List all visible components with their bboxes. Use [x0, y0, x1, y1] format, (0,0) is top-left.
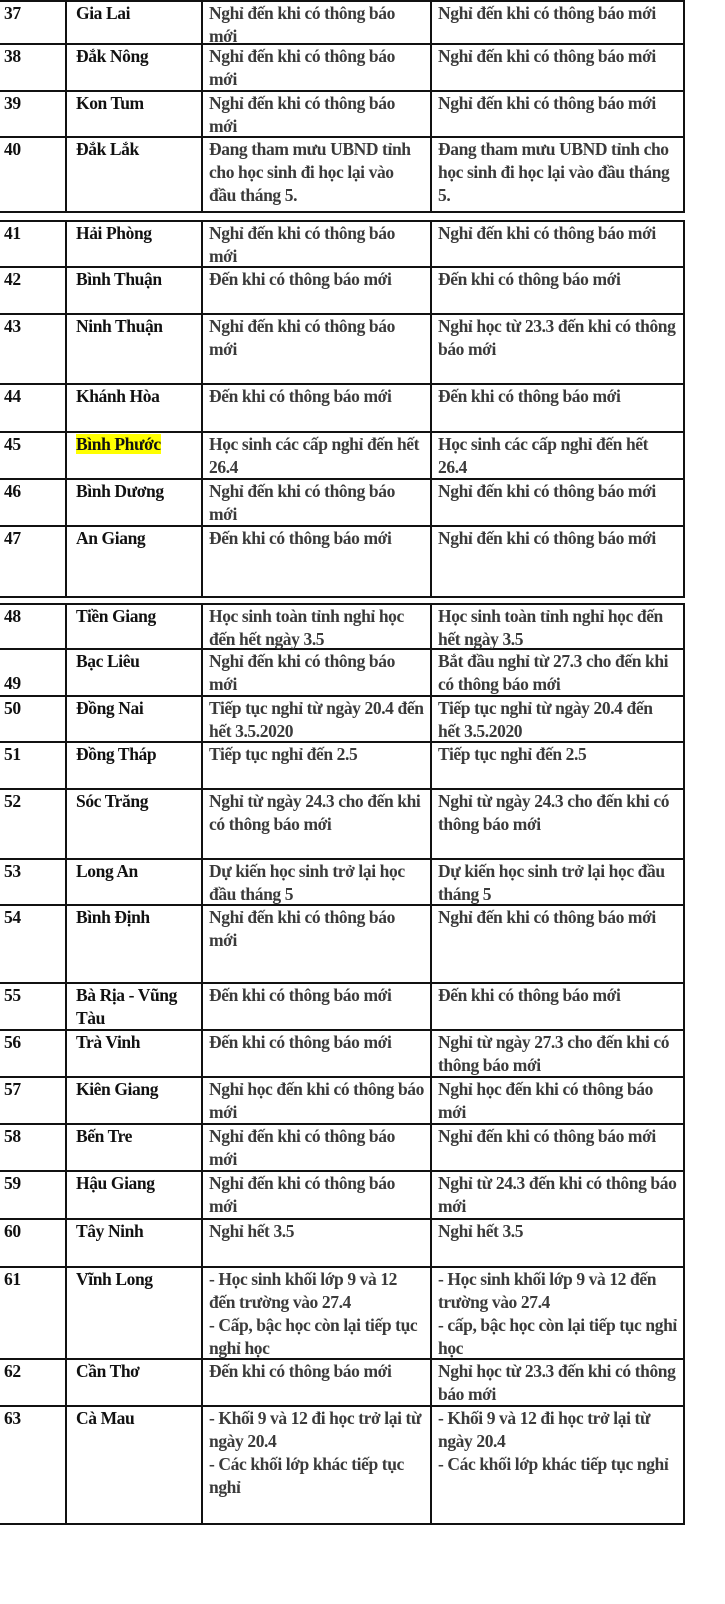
status-column-1 — [201, 2, 430, 46]
row-number — [0, 1078, 65, 1123]
status-column-2 — [430, 1031, 685, 1076]
row-number — [0, 790, 65, 858]
status-column-1 — [201, 743, 430, 788]
row-number-text: 52 — [4, 791, 21, 811]
row-number — [0, 385, 65, 431]
province-name-text: Cà Mau — [76, 1408, 135, 1428]
row-number-text: 49 — [4, 673, 21, 693]
status-column-1 — [201, 315, 430, 383]
row-number-text: 46 — [4, 481, 21, 501]
status-column-1 — [201, 480, 430, 525]
table-row — [0, 697, 685, 743]
table-row — [0, 433, 685, 480]
province-name — [65, 527, 201, 596]
province-name-text: Tiền Giang — [76, 606, 156, 626]
province-name-text: Bình Định — [76, 907, 150, 927]
province-name — [65, 743, 201, 788]
table-row — [0, 1078, 685, 1125]
row-number — [0, 268, 65, 313]
row-number-text: 44 — [4, 386, 21, 406]
status-column-1 — [201, 1172, 430, 1218]
province-name-text: Long An — [76, 861, 138, 881]
row-number-text: 61 — [4, 1269, 21, 1289]
status-column-2-text: Nghỉ đến khi có thông báo mới — [438, 93, 656, 113]
row-number — [0, 1268, 65, 1358]
province-name — [65, 860, 201, 904]
status-column-1 — [201, 1220, 430, 1266]
status-column-2-text: Đến khi có thông báo mới — [438, 985, 621, 1005]
table-row — [0, 220, 685, 268]
status-column-1-text: Nghỉ đến khi có thông báo mới — [209, 223, 395, 266]
status-column-1 — [201, 1407, 430, 1523]
row-number-text: 62 — [4, 1361, 21, 1381]
row-number-text: 50 — [4, 698, 21, 718]
row-number — [0, 45, 65, 90]
status-column-1-text: Dự kiến học sinh trở lại học đầu tháng 5 — [209, 861, 405, 904]
table-row — [0, 385, 685, 433]
status-column-1-text: Nghỉ học đến khi có thông báo mới — [209, 1079, 424, 1122]
status-column-1 — [201, 650, 430, 695]
province-name-text: Gia Lai — [76, 3, 131, 23]
table-row — [0, 315, 685, 385]
row-number — [0, 480, 65, 525]
status-column-1 — [201, 697, 430, 741]
row-number — [0, 650, 65, 695]
status-column-1 — [201, 385, 430, 431]
status-column-2-text: Đến khi có thông báo mới — [438, 386, 621, 406]
status-column-2 — [430, 527, 685, 596]
status-column-2 — [430, 1125, 685, 1170]
status-column-1 — [201, 1268, 430, 1358]
row-number-text: 51 — [4, 744, 21, 764]
status-column-1-text: Đến khi có thông báo mới — [209, 528, 392, 548]
status-column-2 — [430, 790, 685, 858]
province-name-text: An Giang — [76, 528, 146, 548]
status-column-2-text: Nghỉ học từ 23.3 đến khi có thông báo mới — [438, 316, 676, 359]
status-column-2 — [430, 92, 685, 136]
status-column-1 — [201, 790, 430, 858]
row-number-text: 53 — [4, 861, 21, 881]
province-name — [65, 984, 201, 1029]
status-column-2 — [430, 480, 685, 525]
table-row — [0, 92, 685, 138]
row-number — [0, 860, 65, 904]
status-column-2 — [430, 697, 685, 741]
table-row — [0, 527, 685, 598]
status-column-2-text: Dự kiến học sinh trở lại học đầu tháng 5 — [438, 861, 665, 904]
status-column-2-text: Nghỉ từ 24.3 đến khi có thông báo mới — [438, 1173, 677, 1216]
row-number — [0, 222, 65, 266]
province-name — [65, 1360, 201, 1405]
status-column-2 — [430, 906, 685, 982]
row-number-text: 56 — [4, 1032, 21, 1052]
row-number — [0, 1125, 65, 1170]
status-column-2-text: Nghỉ học từ 23.3 đến khi có thông báo mới — [438, 1361, 676, 1404]
row-number-text: 43 — [4, 316, 21, 336]
row-number — [0, 984, 65, 1029]
row-number-text: 58 — [4, 1126, 21, 1146]
status-column-1-text: Nghỉ đến khi có thông báo mới — [209, 316, 395, 359]
table-row — [0, 0, 685, 45]
row-number-text: 38 — [4, 46, 21, 66]
status-column-2-text: Nghỉ hết 3.5 — [438, 1221, 524, 1241]
status-column-1 — [201, 92, 430, 136]
status-column-1 — [201, 1360, 430, 1405]
row-number — [0, 1407, 65, 1523]
status-column-1-text: Nghỉ đến khi có thông báo mới — [209, 1173, 395, 1216]
row-number-text: 41 — [4, 223, 21, 243]
row-number — [0, 315, 65, 383]
province-name — [65, 1078, 201, 1123]
status-column-1 — [201, 222, 430, 266]
province-name-text: Hậu Giang — [76, 1173, 155, 1193]
status-column-2 — [430, 138, 685, 211]
row-number-text: 45 — [4, 434, 21, 454]
province-name-text: Đồng Tháp — [76, 744, 157, 764]
status-column-1 — [201, 138, 430, 211]
status-column-2 — [430, 1220, 685, 1266]
status-column-1-text: Đến khi có thông báo mới — [209, 386, 392, 406]
row-number-text: 55 — [4, 985, 21, 1005]
province-name-text: Sóc Trăng — [76, 791, 149, 811]
row-number — [0, 1172, 65, 1218]
row-number-text: 59 — [4, 1173, 21, 1193]
status-column-1-text: Nghỉ đến khi có thông báo mới — [209, 46, 395, 89]
status-column-2 — [430, 45, 685, 90]
status-column-1 — [201, 984, 430, 1029]
province-name-text: Kon Tum — [76, 93, 144, 113]
province-name-text: Ninh Thuận — [76, 316, 163, 336]
status-column-1-text: Đến khi có thông báo mới — [209, 985, 392, 1005]
status-column-1-text: Nghỉ đến khi có thông báo mới — [209, 907, 395, 950]
province-name — [65, 45, 201, 90]
status-column-1 — [201, 45, 430, 90]
status-column-2-text: Nghỉ đến khi có thông báo mới — [438, 481, 656, 501]
province-name-text: Bến Tre — [76, 1126, 133, 1146]
province-name-text: Bạc Liêu — [76, 651, 140, 671]
table-row — [0, 984, 685, 1031]
status-column-2 — [430, 1268, 685, 1358]
status-column-1 — [201, 1078, 430, 1123]
table-row — [0, 268, 685, 315]
table-row — [0, 480, 685, 527]
status-column-2 — [430, 1078, 685, 1123]
status-column-1-text: Đến khi có thông báo mới — [209, 1032, 392, 1052]
province-name — [65, 790, 201, 858]
status-column-2 — [430, 743, 685, 788]
table-row — [0, 1220, 685, 1268]
province-name — [65, 138, 201, 211]
status-column-1-text: Đến khi có thông báo mới — [209, 269, 392, 289]
table-row — [0, 1172, 685, 1220]
status-column-1 — [201, 433, 430, 478]
status-column-1-text: Đang tham mưu UBND tỉnh cho học sinh đi học lại vào đầu tháng 5. — [209, 139, 411, 205]
status-column-1-text: Đến khi có thông báo mới — [209, 1361, 392, 1381]
row-number — [0, 1220, 65, 1266]
province-name — [65, 480, 201, 525]
province-name-text: Bà Rịa - Vũng Tàu — [76, 985, 177, 1028]
status-column-2 — [430, 1172, 685, 1218]
table-row — [0, 1268, 685, 1360]
row-number — [0, 138, 65, 211]
province-name-text: Đắk Lắk — [76, 139, 139, 159]
status-column-1-text: Học sinh toàn tỉnh nghỉ học đến hết ngày 3.5 — [209, 606, 404, 649]
province-name-text: Vĩnh Long — [76, 1269, 153, 1289]
table-row — [0, 1407, 685, 1525]
table-row — [0, 743, 685, 790]
status-column-2-text: Nghỉ học đến khi có thông báo mới — [438, 1079, 653, 1122]
province-name-text: Tây Ninh — [76, 1221, 144, 1241]
status-column-1 — [201, 1125, 430, 1170]
row-number — [0, 2, 65, 43]
status-column-2-text: - Học sinh khối lớp 9 và 12 đến trường vào 27.4 - cấp, bậc học còn lại tiếp tục nghỉ học — [438, 1269, 677, 1358]
status-column-1-text: Nghỉ đến khi có thông báo mới — [209, 1126, 395, 1169]
status-column-2-text: Tiếp tục nghỉ từ ngày 20.4 đến hết 3.5.2020 — [438, 698, 653, 741]
status-column-2 — [430, 222, 685, 266]
province-name-text: Bình Phước — [76, 434, 161, 454]
status-column-2-text: Học sinh toàn tỉnh nghỉ học đến hết ngày 3.5 — [438, 606, 663, 649]
status-column-1 — [201, 527, 430, 596]
province-name-text: Bình Thuận — [76, 269, 162, 289]
status-column-1 — [201, 860, 430, 904]
row-number — [0, 527, 65, 596]
province-name — [65, 1031, 201, 1076]
status-column-2-text: Tiếp tục nghỉ đến 2.5 — [438, 744, 587, 764]
status-column-1-text: Nghỉ đến khi có thông báo mới — [209, 481, 395, 524]
province-name — [65, 1172, 201, 1218]
status-column-2 — [430, 605, 685, 648]
row-number-text: 54 — [4, 907, 21, 927]
status-column-1 — [201, 1031, 430, 1076]
status-column-1-text: Tiếp tục nghỉ từ ngày 20.4 đến hết 3.5.2020 — [209, 698, 424, 741]
status-column-1-text: - Khối 9 và 12 đi học trở lại từ ngày 20.4 - Các khối lớp khác tiếp tục nghỉ — [209, 1408, 422, 1497]
province-name — [65, 315, 201, 383]
status-column-2-text: Nghỉ đến khi có thông báo mới — [438, 1126, 656, 1146]
status-column-1 — [201, 268, 430, 313]
province-name — [65, 650, 201, 695]
row-number — [0, 433, 65, 478]
status-column-2-text: Học sinh các cấp nghỉ đến hết 26.4 — [438, 434, 649, 477]
status-column-2-text: Nghỉ đến khi có thông báo mới — [438, 528, 656, 548]
status-column-1-text: Nghỉ đến khi có thông báo mới — [209, 93, 395, 136]
province-name — [65, 385, 201, 431]
status-column-2 — [430, 2, 685, 43]
row-number-text: 60 — [4, 1221, 21, 1241]
status-column-1-text: Học sinh các cấp nghỉ đến hết 26.4 — [209, 434, 420, 477]
table-row — [0, 906, 685, 984]
status-column-2 — [430, 860, 685, 904]
province-name — [65, 433, 201, 478]
province-name — [65, 697, 201, 741]
row-number-text: 57 — [4, 1079, 21, 1099]
status-column-2-text: Bắt đầu nghỉ từ 27.3 cho đến khi có thông báo mới — [438, 651, 669, 694]
province-name — [65, 222, 201, 266]
table-row — [0, 603, 685, 650]
row-number — [0, 92, 65, 136]
status-column-1 — [201, 605, 430, 648]
province-name — [65, 2, 201, 43]
province-name — [65, 906, 201, 982]
table-row — [0, 860, 685, 906]
status-column-2 — [430, 984, 685, 1029]
province-name-text: Kiên Giang — [76, 1079, 159, 1099]
status-column-2 — [430, 433, 685, 478]
status-column-2-text: - Khối 9 và 12 đi học trở lại từ ngày 20.4 - Các khối lớp khác tiếp tục nghỉ — [438, 1408, 669, 1474]
row-number — [0, 743, 65, 788]
province-name-text: Đồng Nai — [76, 698, 144, 718]
row-number-text: 39 — [4, 93, 21, 113]
status-column-1-text: - Học sinh khối lớp 9 và 12 đến trường vào 27.4 - Cấp, bậc học còn lại tiếp tục nghỉ học — [209, 1269, 418, 1358]
row-number-text: 42 — [4, 269, 21, 289]
row-number-text: 37 — [4, 3, 21, 23]
province-name-text: Khánh Hòa — [76, 386, 160, 406]
status-column-2-text: Nghỉ đến khi có thông báo mới — [438, 907, 656, 927]
status-column-2-text: Đang tham mưu UBND tỉnh cho học sinh đi học lại vào đầu tháng 5. — [438, 139, 670, 205]
province-name-text: Trà Vinh — [76, 1032, 141, 1052]
status-column-2-text: Đến khi có thông báo mới — [438, 269, 621, 289]
row-number — [0, 1360, 65, 1405]
province-name — [65, 92, 201, 136]
table-row — [0, 1031, 685, 1078]
table-row — [0, 138, 685, 213]
status-column-1-text: Nghỉ từ ngày 24.3 cho đến khi có thông báo mới — [209, 791, 421, 834]
status-column-1-text: Nghỉ đến khi có thông báo mới — [209, 651, 395, 694]
province-name-text: Hải Phòng — [76, 223, 152, 243]
table-row — [0, 790, 685, 860]
status-column-1-text: Nghỉ đến khi có thông báo mới — [209, 3, 395, 46]
status-column-2 — [430, 315, 685, 383]
status-column-2 — [430, 1360, 685, 1405]
province-name — [65, 1268, 201, 1358]
table-row — [0, 1360, 685, 1407]
province-name — [65, 1220, 201, 1266]
status-column-2-text: Nghỉ đến khi có thông báo mới — [438, 3, 656, 23]
row-number-text: 40 — [4, 139, 21, 159]
province-name-text: Đắk Nông — [76, 46, 149, 66]
province-name-text: Bình Dương — [76, 481, 164, 501]
province-name — [65, 1407, 201, 1523]
status-column-2 — [430, 268, 685, 313]
province-name — [65, 605, 201, 648]
status-column-2 — [430, 385, 685, 431]
province-name — [65, 1125, 201, 1170]
row-number — [0, 906, 65, 982]
row-number — [0, 697, 65, 741]
row-number — [0, 605, 65, 648]
status-column-2-text: Nghỉ từ ngày 24.3 cho đến khi có thông báo mới — [438, 791, 670, 834]
table-row — [0, 650, 685, 697]
status-column-2 — [430, 650, 685, 695]
row-number-text: 63 — [4, 1408, 21, 1428]
status-column-1-text: Nghỉ hết 3.5 — [209, 1221, 295, 1241]
province-name — [65, 268, 201, 313]
row-number-text: 47 — [4, 528, 21, 548]
status-column-1-text: Tiếp tục nghỉ đến 2.5 — [209, 744, 358, 764]
table-row — [0, 1125, 685, 1172]
status-column-1 — [201, 906, 430, 982]
status-column-2-text: Nghỉ từ ngày 27.3 cho đến khi có thông báo mới — [438, 1032, 670, 1075]
row-number — [0, 1031, 65, 1076]
province-name-text: Cần Thơ — [76, 1361, 140, 1381]
table-row — [0, 45, 685, 92]
row-number-text: 48 — [4, 606, 21, 626]
status-column-2-text: Nghỉ đến khi có thông báo mới — [438, 46, 656, 66]
status-column-2-text: Nghỉ đến khi có thông báo mới — [438, 223, 656, 243]
status-column-2 — [430, 1407, 685, 1523]
